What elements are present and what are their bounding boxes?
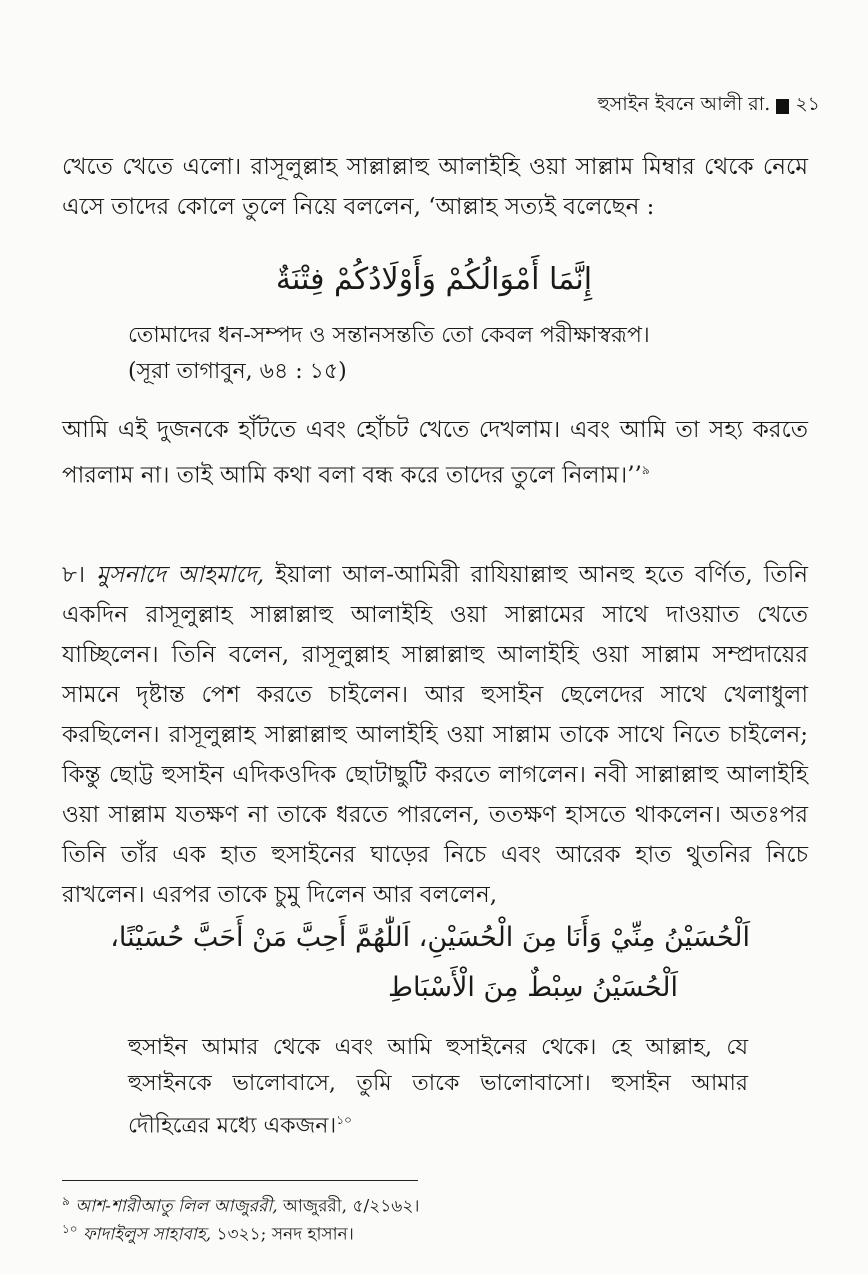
paragraph-3-text: ইয়ালা আল-আমিরী রাযিয়াল্লাহু আনহু হতে বর্ণিত, তিনি একদিন রাসূলুল্লাহ সাল্লাল্লাহু আলাইহি ওয়া সাল্লামের সাথে দাওয়াত খেতে যাচ্ছিলেন। তিনি বলেন, রাসূলুল্লাহ সাল্লাল্লাহু আলাইহি ওয়া সাল্লাম সম্প্রদায়ের সামনে দৃষ্টান্ত পেশ করতে চাইলেন। আর হুসাইন ছেলেদের সাথে খেলাধুলা করছিলেন। রাসূলুল্লাহ সাল্লাল্লাহু আলাইহি ওয়া সাল্লাম তাকে সাথে নিতে চাইলেন; কিন্তু ছোট্ট হুসাইন এদিকওদিক ছোটাছুটি করতে লাগলেন। নবী সাল্লাল্লাহু আলাইহি ওয়া সাল্লাম যতক্ষণ না তাকে ধরতে পারলেন, ততক্ষণ হাসতে থাকলেন। অতঃপর তিনি তাঁর এক হাত হুসাইনের ঘাড়ের নিচে এবং আরেক হাত থুতনির নিচে রাখলেন। এরপর তাকে চুমু দিলেন আর বললেন, — [62, 562, 808, 908]
footnote-detail: আজুররী, ৫/২১৬২। — [277, 1196, 420, 1217]
footnote-10 — [62, 1216, 354, 1248]
arabic-hadith-line-1: اَلْحُسَيْنُ مِنِّيْ وَأَنَا مِنَ الْحُسَيْنِ، اَللّٰهُمَّ أَحِبَّ مَنْ أَحَبَّ حُسَيْنًا، — [110, 922, 750, 953]
verse-translation-block — [128, 318, 650, 390]
hadith-translation — [128, 1030, 748, 1144]
paragraph-2-text: আমি এই দুজনকে হাঁটতে এবং হোঁচট খেতে দেখলাম। এবং আমি তা সহ্য করতে পারলাম না। তাই আমি কথা বলা বন্ধ করে তাদের তুলে নিলাম।’’ — [62, 417, 808, 489]
footnote-source: আশ-শারীআতু লিল আজুররী, — [75, 1196, 278, 1217]
square-icon — [776, 99, 789, 114]
paragraph-1: খেতে খেতে এলো। রাসূলুল্লাহ সাল্লাল্লাহু আলাইহি ওয়া সাল্লাম মিম্বার থেকে নেমে এসে তাদের কোলে তুলে নিয়ে বললেন, ‘আল্লাহ সত্যই বলেছেন : — [62, 154, 808, 220]
footnote-detail: ১৩২১; সনদ হাসান। — [211, 1224, 354, 1245]
hadith-translation-text: হুসাইন আমার থেকে এবং আমি হুসাইনের থেকে। হে আল্লাহ, যে হুসাইনকে ভালোবাসে, তুমি তাকে ভালোবাসো। হুসাইন আমার দৌহিত্রের মধ্যে একজন। — [128, 1035, 748, 1139]
running-header — [598, 90, 820, 122]
footnote-divider — [62, 1180, 418, 1181]
footnote-source: ফাদাইলুস সাহাবাহ, — [83, 1224, 212, 1245]
source-name: মুসনাদে আহমাদে, — [96, 562, 265, 588]
footnote-ref-10: ১০ — [336, 1113, 352, 1127]
paragraph-3 — [62, 555, 808, 915]
item-number: ৮। — [62, 562, 86, 588]
page-number: ২১ — [795, 93, 820, 115]
verse-translation: তোমাদের ধন-সম্পদ ও সন্তানসন্ততি তো কেবল পরীক্ষাস্বরূপ। — [128, 323, 650, 348]
paragraph-2 — [62, 410, 808, 496]
verse-reference: (সূরা তাগাবুন, ৬৪ : ১৫) — [128, 359, 347, 384]
footnote-mark: ১০ — [62, 1222, 78, 1236]
footnote-ref-9: ৯ — [641, 463, 650, 477]
header-title: হুসাইন ইবনে আলী রা. — [597, 93, 771, 115]
arabic-verse: إِنَّمَا أَمْوَالُكُمْ وَأَوْلَادُكُمْ فِتْنَةٌ — [275, 262, 593, 297]
arabic-hadith-line-2: اَلْحُسَيْنُ سِبْطٌ مِنَ الْأَسْبَاطِ — [388, 972, 678, 1003]
footnote-mark: ৯ — [62, 1194, 70, 1208]
footnote-9 — [62, 1188, 420, 1220]
